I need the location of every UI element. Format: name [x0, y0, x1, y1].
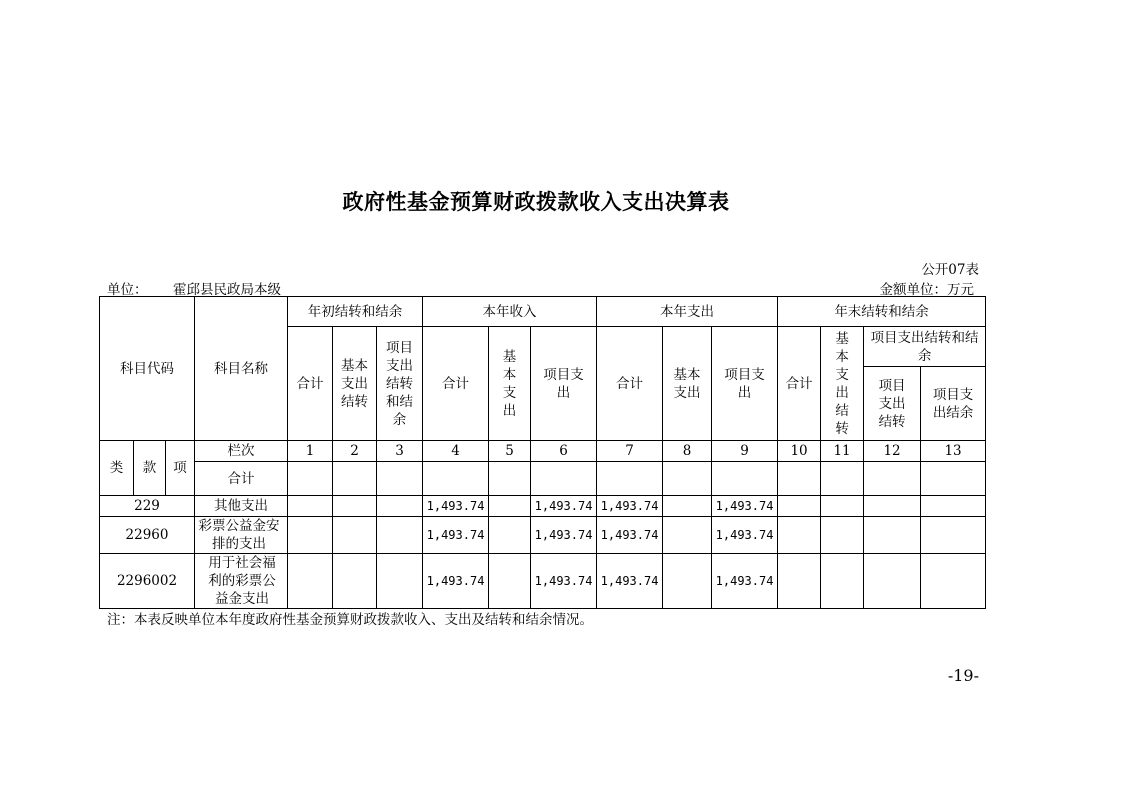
- header-group-begin: 年初结转和结余: [288, 297, 423, 327]
- page-number: -19-: [947, 666, 979, 685]
- column-no: 6: [531, 441, 597, 462]
- row-code: 2296002: [100, 554, 195, 609]
- column-no: 5: [489, 441, 531, 462]
- column-no: 3: [377, 441, 423, 462]
- expense-total-cell: 1,493.74: [597, 496, 663, 517]
- income-project-cell: 1,493.74: [531, 554, 597, 609]
- header-expense-basic: 基本支出: [663, 327, 712, 441]
- header-group-end: 年末结转和结余: [778, 297, 986, 327]
- header-name: 科目名称: [195, 297, 288, 441]
- column-no: 1: [288, 441, 333, 462]
- expense-project-cell: 1,493.74: [712, 496, 778, 517]
- header-group-income: 本年收入: [423, 297, 597, 327]
- column-no: 9: [712, 441, 778, 462]
- column-no: 11: [821, 441, 864, 462]
- table-row: [100, 496, 986, 517]
- row-name: 用于社会福利的彩票公益金支出: [195, 554, 288, 609]
- header-income-project: 项目支出: [531, 327, 597, 441]
- table-row: [100, 554, 986, 609]
- column-no-label: 栏次: [195, 441, 288, 462]
- income-total-cell: 1,493.74: [423, 517, 489, 554]
- income-total-cell: 1,493.74: [423, 496, 489, 517]
- header-expense-project: 项目支出: [712, 327, 778, 441]
- header-income-basic: 基本支出: [489, 327, 531, 441]
- column-no: 13: [921, 441, 986, 462]
- header-end-project-carry: 项目支出结转: [864, 367, 921, 441]
- row-name: 彩票公益金安排的支出: [195, 517, 288, 554]
- header-lei: 类: [100, 441, 134, 496]
- unit-line: [107, 278, 281, 298]
- header-begin-project: 项目支出结转和结余: [377, 327, 423, 441]
- column-no: 12: [864, 441, 921, 462]
- unit-label: 单位：: [107, 282, 148, 298]
- total-row-label: 合计: [195, 462, 288, 496]
- header-income-total: 合计: [423, 327, 489, 441]
- row-name: 其他支出: [195, 496, 288, 517]
- header-end-project-group: 项目支出结转和结余: [864, 327, 986, 367]
- page-title: 政府性基金预算财政拨款收入支出决算表: [342, 190, 730, 214]
- header-kuan: 款: [134, 441, 166, 496]
- expense-total-cell: 1,493.74: [597, 517, 663, 554]
- column-no: 8: [663, 441, 712, 462]
- table-row: [100, 517, 986, 554]
- header-end-project-surplus: 项目支出结余: [921, 367, 986, 441]
- header-xiang: 项: [166, 441, 195, 496]
- header-begin-basic: 基本支出结转: [333, 327, 377, 441]
- expense-total-cell: 1,493.74: [597, 554, 663, 609]
- table-note: 注：本表反映单位本年度政府性基金预算财政拨款收入、支出及结转和结余情况。: [107, 612, 593, 628]
- header-end-total: 合计: [778, 327, 821, 441]
- header-begin-total: 合计: [288, 327, 333, 441]
- income-project-cell: 1,493.74: [531, 496, 597, 517]
- expense-project-cell: 1,493.74: [712, 554, 778, 609]
- column-no: 4: [423, 441, 489, 462]
- budget-table: [99, 296, 986, 609]
- header-expense-total: 合计: [597, 327, 663, 441]
- unit-name: 霍邱县民政局本级: [173, 282, 281, 298]
- header-group-expense: 本年支出: [597, 297, 778, 327]
- column-no: 7: [597, 441, 663, 462]
- income-total-cell: 1,493.74: [423, 554, 489, 609]
- column-no: 10: [778, 441, 821, 462]
- expense-project-cell: 1,493.74: [712, 517, 778, 554]
- column-no: 2: [333, 441, 377, 462]
- amount-unit: 金额单位：万元: [879, 282, 974, 298]
- header-code: 科目代码: [100, 297, 195, 441]
- row-code: 229: [100, 496, 195, 517]
- form-number: 公开07表: [921, 262, 979, 278]
- header-end-basic: 基本支出结转: [821, 327, 864, 441]
- income-project-cell: 1,493.74: [531, 517, 597, 554]
- row-code: 22960: [100, 517, 195, 554]
